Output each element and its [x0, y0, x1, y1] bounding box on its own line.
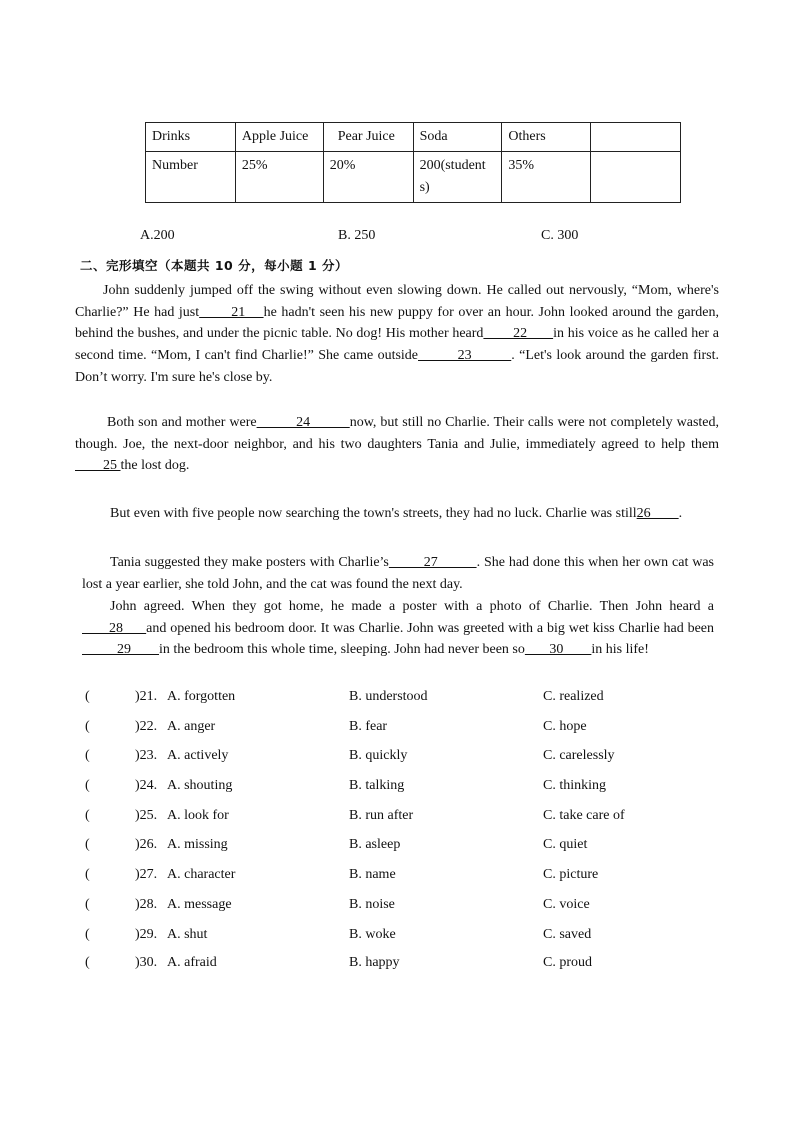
option-b: B. quickly — [349, 748, 408, 763]
question-number: )30. — [135, 955, 158, 970]
option-a: A. forgotten — [167, 689, 236, 704]
table-cell: Others — [502, 123, 591, 152]
option-c: C. hope — [543, 719, 587, 734]
option-c: C. quiet — [543, 837, 588, 852]
option-b: B. talking — [349, 778, 405, 793]
answer-paren: ( — [85, 867, 90, 882]
passage-text: But even with five people now searching the town's streets, they had no luck. Charlie was still — [110, 506, 637, 521]
answer-paren: ( — [85, 719, 90, 734]
question-number: )24. — [135, 778, 158, 793]
option-a: A. missing — [167, 837, 228, 852]
option-a: A. actively — [167, 748, 229, 763]
table-cell: Drinks — [146, 123, 236, 152]
option-b: B. happy — [349, 955, 400, 970]
passage-text: John agreed. When they got home, he made a poster with a photo of Charlie. Then John heard a — [110, 599, 714, 614]
table-cell: 35% — [502, 152, 591, 203]
option-a: A. afraid — [167, 955, 217, 970]
option-c: C. carelessly — [543, 748, 615, 763]
option-a: A. shouting — [167, 778, 233, 793]
option-c: C. realized — [543, 689, 604, 704]
option-c: C. thinking — [543, 778, 607, 793]
question-row — [85, 689, 725, 711]
blank-24: 24 — [256, 415, 350, 430]
question-number: )22. — [135, 719, 158, 734]
blank-22: 22 — [483, 326, 554, 342]
question-row — [85, 778, 725, 800]
question-number: )21. — [135, 689, 158, 704]
blank-30: 30 — [524, 642, 592, 658]
table-row — [146, 123, 681, 152]
question-number: )27. — [135, 867, 158, 882]
passage-text: and opened his bedroom door. It was Charlie. John was greeted with a big wet kiss Charlie had been — [146, 620, 715, 636]
option-a: A. character — [167, 867, 236, 882]
question-row — [85, 867, 725, 889]
passage-text: in his life! — [591, 642, 649, 658]
passage-text: John suddenly jumped off the swing without even slowing down. He called out nervously, “Mom, where's Charlie?” He had just — [75, 283, 719, 320]
option-a: A. shut — [167, 927, 208, 942]
question-number: )29. — [135, 927, 158, 942]
passage-text: Both son and mother were — [107, 415, 257, 430]
passage-text: . She had done this when her own cat was lost a year earlier, she told John, and the cat was found the next day. — [82, 555, 715, 592]
option-c: C. 300 — [541, 228, 579, 243]
table-cell: Number — [146, 152, 236, 203]
option-a: A. look for — [167, 808, 229, 823]
option-b: B. understood — [349, 689, 428, 704]
passage-text: in the bedroom this whole time, sleeping. John had never been so — [159, 642, 525, 658]
question-number: )23. — [135, 748, 158, 763]
answer-paren: ( — [85, 837, 90, 852]
option-b: B. noise — [349, 897, 395, 912]
answer-paren: ( — [85, 778, 90, 793]
table-cell: Soda — [413, 123, 502, 152]
answer-paren: ( — [85, 897, 90, 912]
question-number: )26. — [135, 837, 158, 852]
question-row — [85, 748, 725, 770]
passage-text: he hadn't seen his new puppy for over an hour. John looked around the garden, behind the bushes, and under the picnic table. No dog! His mother heard — [75, 304, 720, 342]
option-c: C. picture — [543, 867, 599, 882]
option-c: C. proud — [543, 955, 592, 970]
option-c: C. take care of — [543, 808, 625, 823]
passage-paragraph-2 — [75, 412, 719, 477]
question-row — [85, 808, 725, 830]
blank-26: 26 — [636, 506, 679, 521]
question-row — [85, 837, 725, 859]
table-cell — [591, 152, 681, 203]
answer-paren: ( — [85, 808, 90, 823]
drinks-table — [145, 122, 681, 203]
table-cell: 20% — [323, 152, 413, 203]
passage-text: in his voice as he called her a second time. “Mom, I can't find Charlie!” She came outside — [75, 326, 720, 364]
table-cell: 25% — [235, 152, 323, 203]
answer-paren: ( — [85, 955, 90, 970]
blank-23: 23 — [418, 348, 512, 364]
question-row — [85, 897, 725, 919]
passage-paragraph-3 — [75, 503, 719, 525]
passage-paragraph-1 — [75, 280, 719, 389]
answer-paren: ( — [85, 689, 90, 704]
table-cell: 200(students) — [413, 152, 502, 203]
passage-text: Tania suggested they make posters with Charlie’s — [110, 555, 389, 570]
question-number: )28. — [135, 897, 158, 912]
option-c: C. voice — [543, 897, 590, 912]
answer-paren: ( — [85, 927, 90, 942]
option-a: A. message — [167, 897, 232, 912]
option-b: B. 250 — [338, 228, 376, 243]
prev-question-options — [0, 228, 794, 248]
table-cell — [591, 123, 681, 152]
passage-paragraph-5 — [82, 596, 714, 661]
option-b: B. fear — [349, 719, 388, 734]
blank-25: 25 — [75, 458, 121, 474]
question-row — [85, 719, 725, 741]
table-cell: Apple Juice — [235, 123, 323, 152]
question-number: )25. — [135, 808, 158, 823]
blank-27: 27 — [388, 555, 477, 570]
option-b: B. asleep — [349, 837, 401, 852]
option-a: A.200 — [140, 228, 175, 243]
option-a: A. anger — [167, 719, 216, 734]
option-b: B. woke — [349, 927, 396, 942]
section-title: 二、完形填空（本题共 10 分，每小题 1 分） — [80, 258, 349, 273]
blank-28: 28 — [82, 620, 147, 636]
passage-text: . — [678, 506, 683, 521]
blank-21: 21 — [199, 304, 264, 320]
passage-text: the lost dog. — [120, 458, 190, 474]
table-cell: Pear Juice — [323, 123, 413, 152]
passage-paragraph-4 — [82, 552, 714, 595]
option-b: B. name — [349, 867, 396, 882]
passage-text: . “Let's look around the garden first. Don’t worry. I'm sure he's close by. — [75, 348, 720, 385]
table-row — [146, 152, 681, 203]
passage-text: now, but still no Charlie. Their calls were not completely wasted, though. Joe, the next-door neighbor, and his two daughters Tania and Julie, immediately agreed to help them — [75, 415, 719, 452]
answer-paren: ( — [85, 748, 90, 763]
option-c: C. saved — [543, 927, 592, 942]
question-row — [85, 927, 725, 949]
option-b: B. run after — [349, 808, 414, 823]
blank-29: 29 — [82, 642, 159, 658]
question-row — [85, 955, 725, 977]
